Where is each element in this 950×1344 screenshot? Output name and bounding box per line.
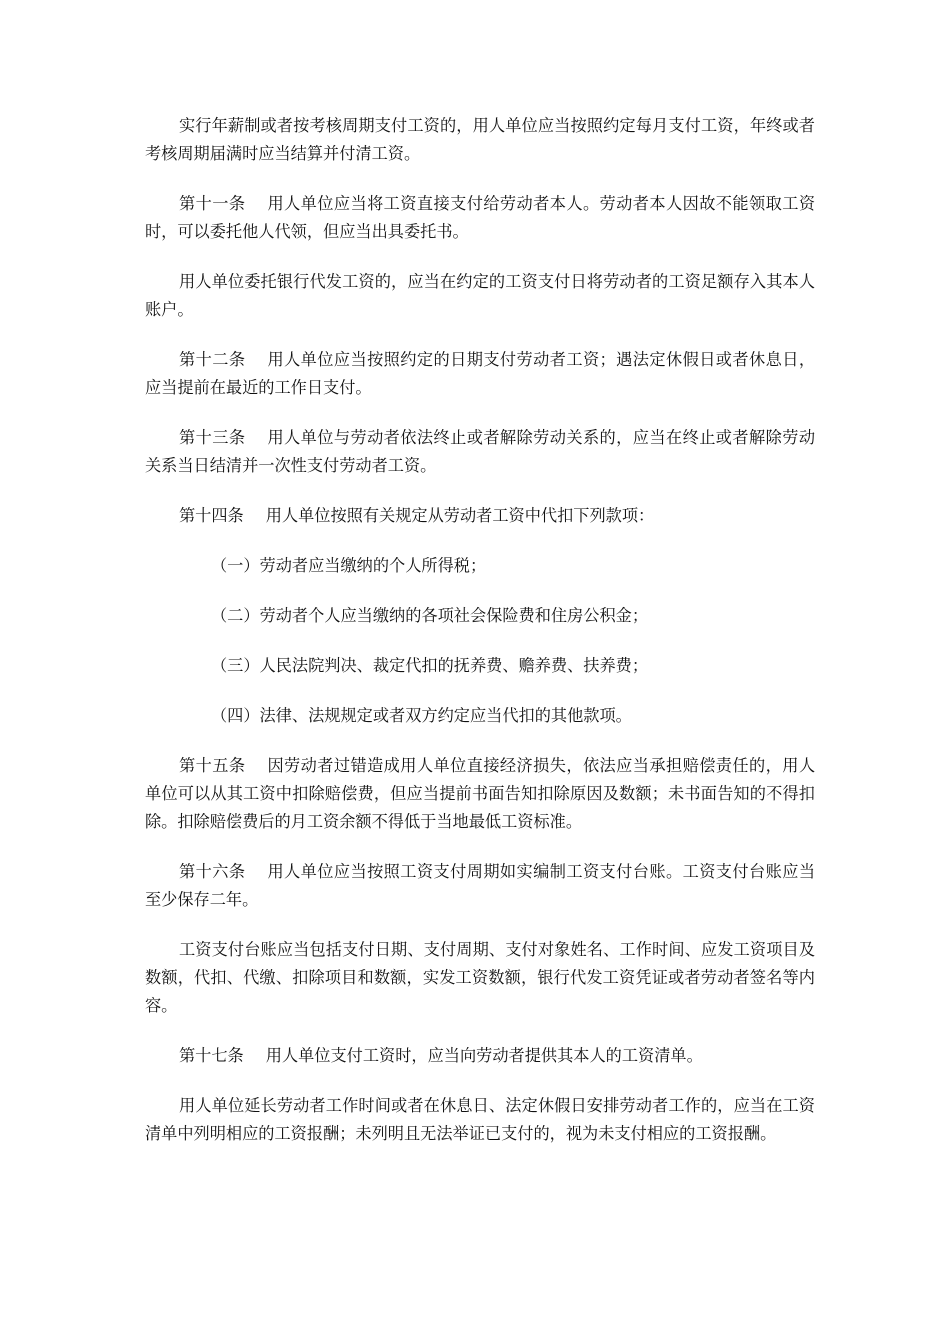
paragraph-text: 用人单位按照有关规定从劳动者工资中代扣下列款项：	[265, 506, 655, 525]
paragraph	[145, 112, 815, 168]
article-number: 第十一条	[179, 194, 246, 213]
article-number: 第十二条	[179, 350, 246, 369]
paragraph-text: 用人单位应当按照约定的日期支付劳动者工资；遇法定休假日或者休息日，应当提前在最近的工作日支付。	[145, 350, 816, 397]
article-number: 第十五条	[179, 756, 246, 775]
list-item: （三）人民法院判决、裁定代扣的抚养费、赡养费、扶养费；	[211, 656, 649, 675]
paragraph	[145, 268, 815, 324]
paragraph-text: 用人单位支付工资时，应当向劳动者提供其本人的工资清单。	[265, 1046, 703, 1065]
paragraph	[145, 1092, 815, 1148]
paragraph	[145, 752, 815, 836]
paragraph	[145, 858, 815, 914]
paragraph	[145, 502, 815, 530]
paragraph	[145, 346, 815, 402]
list-item: （二）劳动者个人应当缴纳的各项社会保险费和住房公积金；	[211, 606, 649, 625]
paragraph-text: 用人单位延长劳动者工作时间或者在休息日、法定休假日安排劳动者工作的，应当在工资清单中列明相应的工资报酬；未列明且无法举证已支付的，视为未支付相应的工资报酬。	[145, 1096, 815, 1143]
article-number: 第十七条	[179, 1046, 244, 1065]
article-number: 第十六条	[179, 862, 246, 881]
paragraph	[145, 424, 815, 480]
paragraph-text: 工资支付台账应当包括支付日期、支付周期、支付对象姓名、工作时间、应发工资项目及数额，代扣、代缴、扣除项目和数额，实发工资数额，银行代发工资凭证或者劳动者签名等内容。	[145, 940, 815, 1015]
paragraph-text: 因劳动者过错造成用人单位直接经济损失，依法应当承担赔偿责任的，用人单位可以从其工资中扣除赔偿费，但应当提前书面告知扣除原因及数额；未书面告知的不得扣除。扣除赔偿费后的月工资余额不得低于当地最低工资标准。	[145, 756, 816, 831]
paragraph-text: 用人单位委托银行代发工资的，应当在约定的工资支付日将劳动者的工资足额存入其本人账户。	[145, 272, 815, 319]
article-number: 第十四条	[179, 506, 244, 525]
paragraph-text: 用人单位应当按照工资支付周期如实编制工资支付台账。工资支付台账应当至少保存二年。	[145, 862, 816, 909]
paragraph	[145, 1042, 815, 1070]
list-item: （四）法律、法规规定或者双方约定应当代扣的其他款项。	[211, 706, 632, 725]
paragraph-text: 用人单位与劳动者依法终止或者解除劳动关系的，应当在终止或者解除劳动关系当日结清并一次性支付劳动者工资。	[145, 428, 816, 475]
list-item: （一）劳动者应当缴纳的个人所得税；	[211, 556, 487, 575]
paragraph-text: 用人单位应当将工资直接支付给劳动者本人。劳动者本人因故不能领取工资时，可以委托他人代领，但应当出具委托书。	[145, 194, 816, 241]
paragraph-text: 实行年薪制或者按考核周期支付工资的，用人单位应当按照约定每月支付工资，年终或者考核周期届满时应当结算并付清工资。	[145, 116, 815, 163]
paragraph	[145, 936, 815, 1020]
document-page	[145, 112, 815, 1170]
paragraph	[145, 190, 815, 246]
article-number: 第十三条	[179, 428, 246, 447]
